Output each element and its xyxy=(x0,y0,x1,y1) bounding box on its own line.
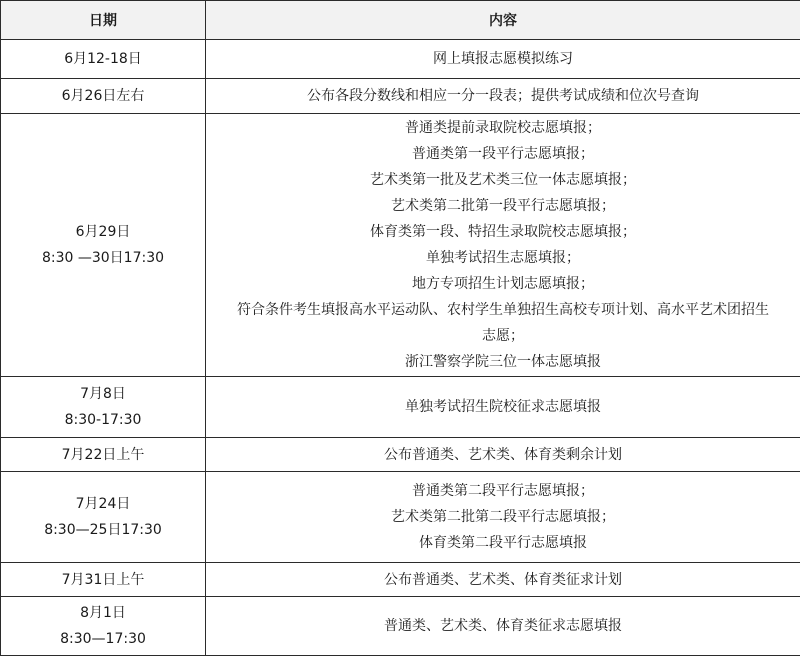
content-cell xyxy=(206,114,800,377)
date-text: 6月26日左右 xyxy=(7,83,199,109)
date-cell xyxy=(1,377,206,438)
content-text: 普通类第一段平行志愿填报； xyxy=(212,141,794,167)
content-cell xyxy=(206,40,800,79)
table-row xyxy=(1,472,800,563)
time-text: 8:30—25日17:30 xyxy=(7,517,199,543)
content-text: 普通类第二段平行志愿填报； xyxy=(212,478,794,504)
table-row xyxy=(1,597,800,656)
time-text: 8:30 —30日17:30 xyxy=(7,245,199,271)
content-text: 单独考试招生院校征求志愿填报 xyxy=(212,394,794,420)
date-text: 6月29日 xyxy=(7,219,199,245)
date-cell xyxy=(1,438,206,472)
content-text: 网上填报志愿模拟练习 xyxy=(212,46,794,72)
content-text: 艺术类第二批第二段平行志愿填报； xyxy=(212,504,794,530)
date-cell xyxy=(1,472,206,563)
date-text: 8月1日 xyxy=(7,600,199,626)
table-row xyxy=(1,40,800,79)
content-text: 体育类第二段平行志愿填报 xyxy=(212,530,794,556)
content-text: 艺术类第二批第一段平行志愿填报； xyxy=(212,193,794,219)
date-cell xyxy=(1,114,206,377)
content-text: 公布各段分数线和相应一分一段表；提供考试成绩和位次号查询 xyxy=(212,83,794,109)
date-cell xyxy=(1,40,206,79)
table-row xyxy=(1,438,800,472)
content-cell xyxy=(206,472,800,563)
content-text: 体育类第一段、特招生录取院校志愿填报； xyxy=(212,219,794,245)
content-cell xyxy=(206,79,800,114)
content-text: 公布普通类、艺术类、体育类征求计划 xyxy=(212,567,794,593)
content-text: 普通类提前录取院校志愿填报； xyxy=(212,115,794,141)
time-text: 8:30—17:30 xyxy=(7,626,199,652)
table-row xyxy=(1,377,800,438)
content-cell xyxy=(206,563,800,597)
date-text: 7月31日上午 xyxy=(7,567,199,593)
content-text: 符合条件考生填报高水平运动队、农村学生单独招生高校专项计划、高水平艺术团招生 xyxy=(212,297,794,323)
table-row xyxy=(1,563,800,597)
content-text: 艺术类第一批及艺术类三位一体志愿填报； xyxy=(212,167,794,193)
content-text: 单独考试招生志愿填报； xyxy=(212,245,794,271)
date-cell xyxy=(1,79,206,114)
table-row xyxy=(1,79,800,114)
content-text: 浙江警察学院三位一体志愿填报 xyxy=(212,349,794,375)
date-text: 7月8日 xyxy=(7,381,199,407)
content-cell xyxy=(206,377,800,438)
date-text: 7月24日 xyxy=(7,491,199,517)
table-header-row xyxy=(1,1,800,40)
header-content: 内容 xyxy=(206,1,800,40)
table-row xyxy=(1,114,800,377)
date-cell xyxy=(1,563,206,597)
date-text: 7月22日上午 xyxy=(7,442,199,468)
content-cell xyxy=(206,438,800,472)
content-text: 普通类、艺术类、体育类征求志愿填报 xyxy=(212,613,794,639)
content-text: 地方专项招生计划志愿填报； xyxy=(212,271,794,297)
content-text: 志愿； xyxy=(212,323,794,349)
time-text: 8:30-17:30 xyxy=(7,407,199,433)
date-cell xyxy=(1,597,206,656)
content-cell xyxy=(206,597,800,656)
header-date: 日期 xyxy=(1,1,206,40)
content-text: 公布普通类、艺术类、体育类剩余计划 xyxy=(212,442,794,468)
date-text: 6月12-18日 xyxy=(7,46,199,72)
